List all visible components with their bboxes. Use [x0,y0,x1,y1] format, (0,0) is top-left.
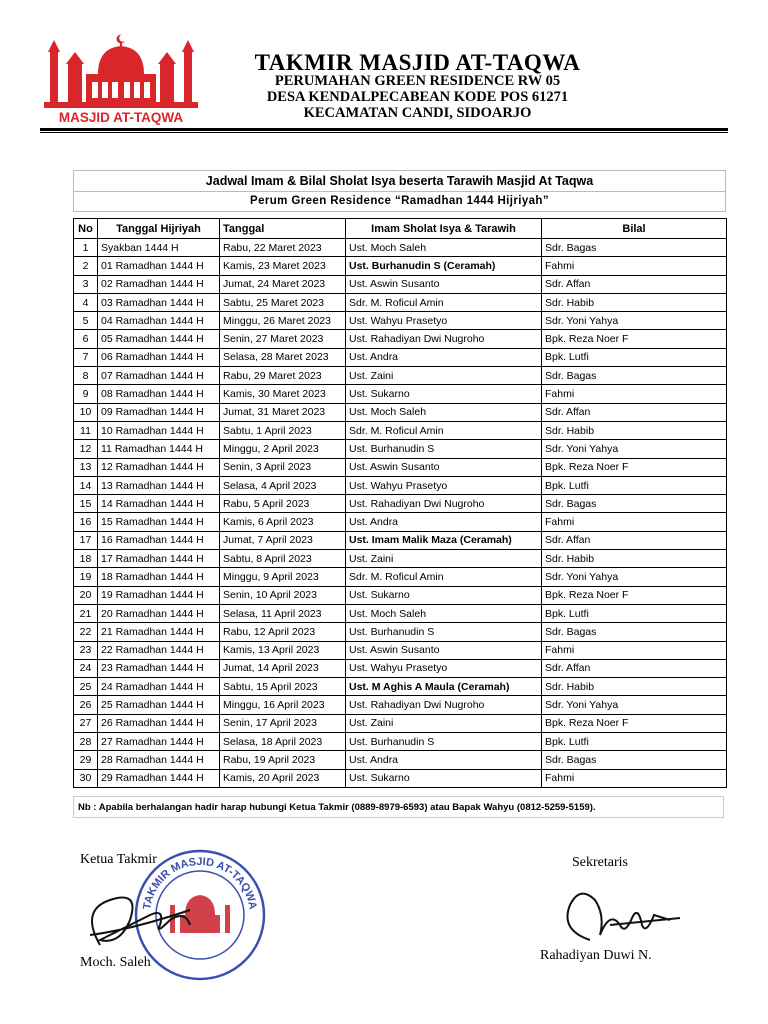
cell-hijri-date: 29 Ramadhan 1444 H [98,769,220,787]
table-row [74,385,727,403]
table-row [74,330,727,348]
cell-date: Minggu, 2 April 2023 [220,440,346,458]
table-row [74,495,727,513]
table-row [74,604,727,622]
header-rule-thin [40,132,728,133]
left-signature-role: Ketua Takmir [80,852,157,867]
cell-date: Senin, 17 April 2023 [220,714,346,732]
table-row [74,421,727,439]
cell-hijri-date: 27 Ramadhan 1444 H [98,733,220,751]
cell-bilal: Sdr. Bagas [542,751,727,769]
cell-no: 24 [74,659,98,677]
cell-no: 22 [74,623,98,641]
cell-date: Selasa, 11 April 2023 [220,604,346,622]
cell-no: 17 [74,531,98,549]
schedule-table [73,218,727,788]
table-row [74,239,727,257]
cell-no: 29 [74,751,98,769]
cell-date: Rabu, 5 April 2023 [220,495,346,513]
cell-bilal: Sdr. Habib [542,421,727,439]
table-row [74,312,727,330]
cell-no: 7 [74,348,98,366]
schedule-title: Jadwal Imam & Bilal Sholat Isya beserta Tarawih Masjid At Taqwa [74,171,725,192]
cell-bilal: Sdr. Affan [542,403,727,421]
cell-hijri-date: 25 Ramadhan 1444 H [98,696,220,714]
cell-bilal: Bpk. Reza Noer F [542,330,727,348]
table-row [74,257,727,275]
cell-hijri-date: 07 Ramadhan 1444 H [98,367,220,385]
table-row [74,733,727,751]
cell-imam: Ust. Sukarno [346,586,542,604]
cell-hijri-date: 16 Ramadhan 1444 H [98,531,220,549]
table-row [74,348,727,366]
cell-imam: Ust. Burhanudin S [346,623,542,641]
cell-no: 26 [74,696,98,714]
cell-no: 20 [74,586,98,604]
cell-hijri-date: 19 Ramadhan 1444 H [98,586,220,604]
cell-imam: Ust. Aswin Susanto [346,275,542,293]
cell-imam: Ust. Zaini [346,367,542,385]
cell-bilal: Fahmi [542,513,727,531]
cell-hijri-date: 21 Ramadhan 1444 H [98,623,220,641]
cell-date: Selasa, 4 April 2023 [220,476,346,494]
cell-no: 16 [74,513,98,531]
cell-no: 10 [74,403,98,421]
cell-imam: Ust. Aswin Susanto [346,458,542,476]
table-row [74,769,727,787]
cell-no: 12 [74,440,98,458]
table-row [74,623,727,641]
cell-imam: Ust. Zaini [346,714,542,732]
cell-bilal: Sdr. Habib [542,678,727,696]
table-row [74,531,727,549]
cell-no: 9 [74,385,98,403]
cell-date: Jumat, 31 Maret 2023 [220,403,346,421]
cell-date: Senin, 10 April 2023 [220,586,346,604]
header-imam: Imam Sholat Isya & Tarawih [346,219,542,239]
cell-hijri-date: 05 Ramadhan 1444 H [98,330,220,348]
cell-imam: Ust. Imam Malik Maza (Ceramah) [346,531,542,549]
cell-hijri-date: 20 Ramadhan 1444 H [98,604,220,622]
cell-imam: Ust. Sukarno [346,385,542,403]
header-date: Tanggal [220,219,346,239]
cell-no: 4 [74,293,98,311]
cell-bilal: Sdr. Affan [542,531,727,549]
table-row [74,367,727,385]
header-no: No [74,219,98,239]
cell-bilal: Fahmi [542,257,727,275]
cell-bilal: Sdr. Bagas [542,367,727,385]
cell-bilal: Sdr. Habib [542,550,727,568]
cell-bilal: Sdr. Bagas [542,239,727,257]
cell-no: 19 [74,568,98,586]
table-row [74,678,727,696]
table-header-row [74,219,727,239]
left-signature-name: Moch. Saleh [80,955,151,970]
cell-imam: Sdr. M. Roficul Amin [346,293,542,311]
cell-imam: Ust. Sukarno [346,769,542,787]
cell-bilal: Bpk. Lutfi [542,604,727,622]
cell-bilal: Bpk. Lutfi [542,348,727,366]
cell-no: 11 [74,421,98,439]
cell-imam: Ust. Moch Saleh [346,604,542,622]
cell-hijri-date: 11 Ramadhan 1444 H [98,440,220,458]
cell-date: Selasa, 28 Maret 2023 [220,348,346,366]
cell-date: Minggu, 26 Maret 2023 [220,312,346,330]
cell-imam: Sdr. M. Roficul Amin [346,568,542,586]
table-row [74,586,727,604]
cell-bilal: Sdr. Affan [542,659,727,677]
cell-imam: Ust. Rahadiyan Dwi Nugroho [346,495,542,513]
table-row [74,293,727,311]
cell-no: 21 [74,604,98,622]
table-row [74,641,727,659]
cell-hijri-date: 01 Ramadhan 1444 H [98,257,220,275]
cell-no: 14 [74,476,98,494]
schedule-title-box [73,170,726,212]
cell-hijri-date: 24 Ramadhan 1444 H [98,678,220,696]
cell-date: Rabu, 12 April 2023 [220,623,346,641]
cell-bilal: Fahmi [542,641,727,659]
cell-hijri-date: 02 Ramadhan 1444 H [98,275,220,293]
table-row [74,659,727,677]
cell-no: 8 [74,367,98,385]
cell-no: 27 [74,714,98,732]
cell-bilal: Sdr. Bagas [542,623,727,641]
cell-bilal: Fahmi [542,769,727,787]
cell-bilal: Sdr. Yoni Yahya [542,696,727,714]
cell-date: Sabtu, 25 Maret 2023 [220,293,346,311]
cell-hijri-date: 10 Ramadhan 1444 H [98,421,220,439]
address-line-3: KECAMATAN CANDI, SIDOARJO [303,105,532,121]
cell-bilal: Bpk. Reza Noer F [542,714,727,732]
stamp-text: TAKMIR MASJID AT-TAQWA [141,855,259,911]
cell-imam: Ust. Wahyu Prasetyo [346,476,542,494]
cell-date: Selasa, 18 April 2023 [220,733,346,751]
cell-imam: Ust. Andra [346,751,542,769]
cell-bilal: Bpk. Reza Noer F [542,586,727,604]
cell-hijri-date: 26 Ramadhan 1444 H [98,714,220,732]
cell-date: Minggu, 9 April 2023 [220,568,346,586]
table-row [74,696,727,714]
cell-no: 28 [74,733,98,751]
cell-date: Sabtu, 1 April 2023 [220,421,346,439]
cell-no: 15 [74,495,98,513]
cell-hijri-date: 14 Ramadhan 1444 H [98,495,220,513]
cell-bilal: Sdr. Affan [542,275,727,293]
table-row [74,476,727,494]
cell-no: 1 [74,239,98,257]
cell-date: Minggu, 16 April 2023 [220,696,346,714]
cell-bilal: Bpk. Lutfi [542,476,727,494]
cell-date: Kamis, 23 Maret 2023 [220,257,346,275]
cell-hijri-date: 06 Ramadhan 1444 H [98,348,220,366]
cell-date: Senin, 3 April 2023 [220,458,346,476]
cell-bilal: Bpk. Lutfi [542,733,727,751]
cell-imam: Ust. Moch Saleh [346,239,542,257]
cell-hijri-date: 12 Ramadhan 1444 H [98,458,220,476]
cell-date: Kamis, 20 April 2023 [220,769,346,787]
cell-imam: Ust. Aswin Susanto [346,641,542,659]
masjid-logo [40,30,202,126]
cell-date: Kamis, 30 Maret 2023 [220,385,346,403]
cell-hijri-date: 08 Ramadhan 1444 H [98,385,220,403]
cell-date: Jumat, 24 Maret 2023 [220,275,346,293]
table-row [74,751,727,769]
cell-imam: Ust. Rahadiyan Dwi Nugroho [346,696,542,714]
table-row [74,440,727,458]
cell-imam: Ust. Wahyu Prasetyo [346,659,542,677]
cell-imam: Ust. Burhanudin S (Ceramah) [346,257,542,275]
cell-no: 6 [74,330,98,348]
cell-hijri-date: 15 Ramadhan 1444 H [98,513,220,531]
cell-imam: Ust. Andra [346,348,542,366]
table-row [74,714,727,732]
header-hijri-date: Tanggal Hijriyah [98,219,220,239]
cell-date: Rabu, 29 Maret 2023 [220,367,346,385]
cell-bilal: Sdr. Yoni Yahya [542,440,727,458]
cell-imam: Ust. Rahadiyan Dwi Nugroho [346,330,542,348]
cell-no: 30 [74,769,98,787]
cell-hijri-date: 03 Ramadhan 1444 H [98,293,220,311]
cell-imam: Ust. Burhanudin S [346,440,542,458]
cell-no: 23 [74,641,98,659]
header-rule [40,128,728,131]
cell-no: 18 [74,550,98,568]
cell-bilal: Sdr. Bagas [542,495,727,513]
right-signature-name: Rahadiyan Duwi N. [540,948,652,963]
cell-hijri-date: 28 Ramadhan 1444 H [98,751,220,769]
cell-bilal: Sdr. Yoni Yahya [542,312,727,330]
schedule-subtitle: Perum Green Residence “Ramadhan 1444 Hijriyah” [250,195,549,207]
cell-no: 2 [74,257,98,275]
cell-date: Kamis, 13 April 2023 [220,641,346,659]
cell-bilal: Sdr. Habib [542,293,727,311]
cell-imam: Ust. Zaini [346,550,542,568]
cell-bilal: Bpk. Reza Noer F [542,458,727,476]
cell-bilal: Sdr. Yoni Yahya [542,568,727,586]
org-title: TAKMIR MASJID AT-TAQWA [254,50,581,75]
cell-imam: Ust. Wahyu Prasetyo [346,312,542,330]
cell-no: 3 [74,275,98,293]
table-row [74,550,727,568]
cell-hijri-date: Syakban 1444 H [98,239,220,257]
cell-hijri-date: 23 Ramadhan 1444 H [98,659,220,677]
table-row [74,403,727,421]
cell-no: 13 [74,458,98,476]
cell-hijri-date: 22 Ramadhan 1444 H [98,641,220,659]
table-row [74,275,727,293]
cell-hijri-date: 04 Ramadhan 1444 H [98,312,220,330]
cell-hijri-date: 17 Ramadhan 1444 H [98,550,220,568]
header-bilal: Bilal [542,219,727,239]
cell-bilal: Fahmi [542,385,727,403]
address-line-2: DESA KENDALPECABEAN KODE POS 61271 [266,89,569,105]
table-row [74,458,727,476]
cell-imam: Ust. M Aghis A Maula (Ceramah) [346,678,542,696]
table-row [74,513,727,531]
left-signature-scribble [70,870,210,960]
cell-no: 25 [74,678,98,696]
cell-hijri-date: 09 Ramadhan 1444 H [98,403,220,421]
cell-no: 5 [74,312,98,330]
cell-date: Jumat, 7 April 2023 [220,531,346,549]
cell-date: Rabu, 19 April 2023 [220,751,346,769]
cell-hijri-date: 18 Ramadhan 1444 H [98,568,220,586]
cell-date: Kamis, 6 April 2023 [220,513,346,531]
cell-imam: Ust. Moch Saleh [346,403,542,421]
logo-text: MASJID AT-TAQWA [58,110,184,125]
table-row [74,568,727,586]
cell-imam: Ust. Andra [346,513,542,531]
right-signature-role: Sekretaris [572,855,628,870]
cell-date: Rabu, 22 Maret 2023 [220,239,346,257]
cell-hijri-date: 13 Ramadhan 1444 H [98,476,220,494]
address-line-1: PERUMAHAN GREEN RESIDENCE RW 05 [274,73,561,89]
cell-imam: Ust. Burhanudin S [346,733,542,751]
cell-date: Sabtu, 8 April 2023 [220,550,346,568]
cell-date: Jumat, 14 April 2023 [220,659,346,677]
table-body [74,239,727,788]
cell-imam: Sdr. M. Roficul Amin [346,421,542,439]
right-signature-scribble [550,870,690,950]
note: Nb : Apabila berhalangan hadir harap hubungi Ketua Takmir (0889-8979-6593) atau Bapak Wahyu (0812-5259-5159). [73,796,724,818]
cell-date: Senin, 27 Maret 2023 [220,330,346,348]
cell-date: Sabtu, 15 April 2023 [220,678,346,696]
